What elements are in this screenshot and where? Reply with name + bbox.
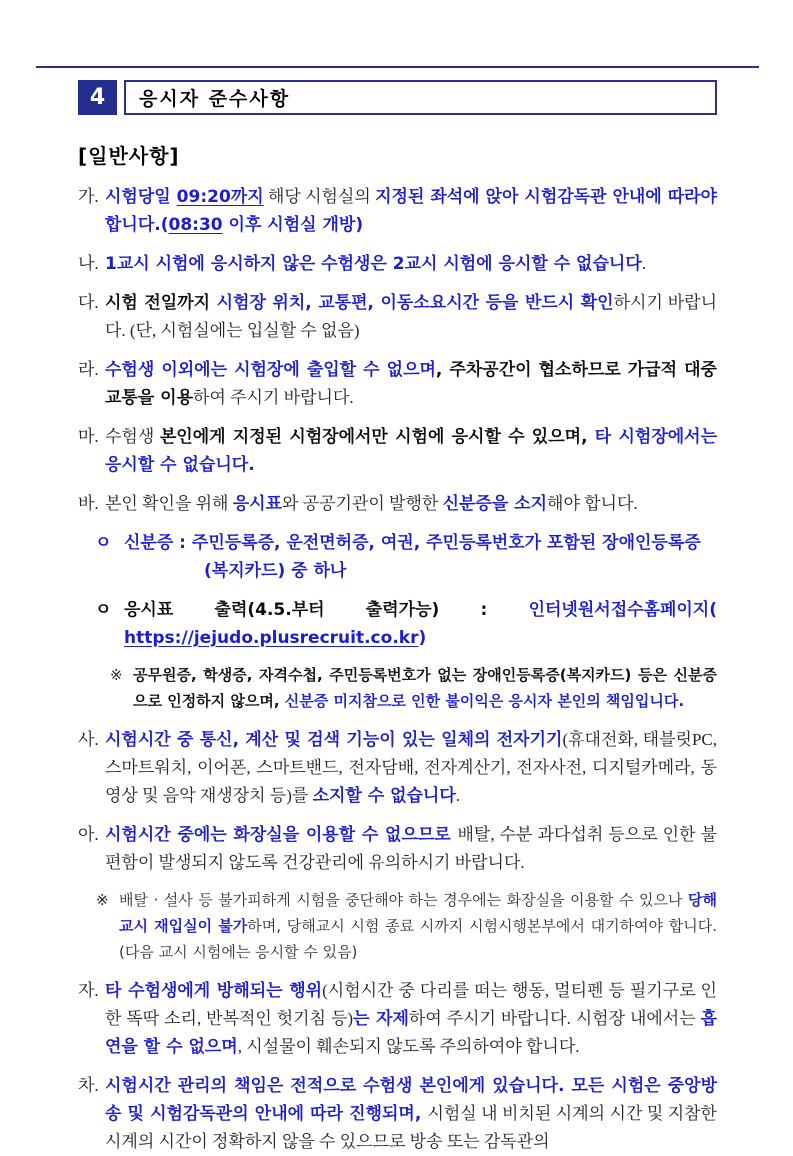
- text-segment: 하시기 바랍니다. (단, 시험실에는 입실할 수 없음): [105, 293, 717, 340]
- text-segment: 하여 주시기 바랍니다. 시험장 내에서는: [408, 1009, 701, 1028]
- rule-ga: [78, 183, 717, 239]
- item-text: [105, 821, 717, 877]
- item-text: [105, 423, 717, 479]
- text-segment: 신분증 미지참으로 인한 불이익은 응시자 본인의 책임입니다.: [284, 692, 685, 710]
- text-segment: 수험생: [105, 427, 160, 446]
- item-text: [105, 356, 717, 412]
- text-segment: 본인에게 지정된 시험장에서만 시험에 응시할 수 있으며,: [159, 427, 595, 447]
- text-segment: 공무원증, 학생증, 자격수첩, 주민등록번호가 없는 장애인등록증(복지카드) 등은 신분증으로 인정하지 않으며,: [133, 666, 717, 710]
- reference-mark: ※: [96, 891, 109, 909]
- item-text: [105, 726, 717, 810]
- text-segment: (복지카드) 중 하나: [204, 561, 347, 581]
- text-segment: 하며, 당해교시 시험 종료 시까지 시험시행본부에서 대기하여야 합니다.(다음 교시 시험에는 응시할 수 있음): [119, 917, 717, 961]
- circle-bullet-marker: ㅇ: [95, 533, 112, 553]
- top-divider: [36, 66, 759, 68]
- text-segment: 08:30: [168, 215, 223, 235]
- text-segment: 시험장 위치, 교통편, 이동소요시간 등을 반드시 확인: [216, 293, 614, 313]
- item-text: [124, 529, 717, 585]
- rule-ma: [78, 423, 717, 479]
- text-segment: 신분증을 소지: [442, 494, 548, 514]
- item-label: 바.: [78, 494, 99, 513]
- item-text: [105, 250, 717, 278]
- section-title-box: [124, 80, 717, 115]
- item-label: 차.: [78, 1076, 99, 1095]
- text-segment: 응시표 출력(4.5.부터 출력가능) :: [124, 600, 529, 620]
- text-segment: .: [641, 254, 646, 273]
- section-number: 4: [89, 85, 106, 110]
- homepage-url[interactable]: https://jejudo.plusrecruit.co.kr: [124, 628, 419, 648]
- text-segment: 타 시험장에서는 응시할 수 없습니다.: [105, 427, 718, 475]
- item-text: [105, 183, 717, 239]
- text-segment: 09:20까지: [176, 187, 264, 207]
- id-card-bullet: [78, 529, 717, 585]
- text-segment: 시험시간 중에는 화장실을 이용할 수 없으므로: [105, 825, 458, 845]
- rule-a: [78, 821, 717, 877]
- text-segment: 해당 시험실의: [263, 187, 376, 206]
- reference-mark: ※: [110, 666, 123, 684]
- item-label: 아.: [78, 825, 99, 844]
- rule-cha: [78, 1072, 717, 1156]
- section-header: [78, 80, 717, 115]
- text-segment: 소지할 수 없습니다: [312, 786, 456, 806]
- item-label: 라.: [78, 360, 99, 379]
- text-segment: .: [455, 786, 461, 805]
- general-rules-heading: [일반사항]: [78, 144, 180, 168]
- text-segment: 타 수험생에게 방해되는 행위: [105, 981, 323, 1001]
- header-gap: [117, 80, 124, 115]
- item-text: [133, 663, 717, 715]
- item-text: [105, 289, 717, 345]
- text-segment: 신분증 : 주민등록증, 운전면허증, 여권, 주민등록번호가 포함된 장애인등록증: [124, 533, 701, 553]
- text-segment: ,: [435, 360, 450, 380]
- rules-list: [78, 183, 717, 1156]
- text-segment: 본인 확인을 위해: [105, 494, 233, 513]
- item-text: [105, 1072, 717, 1156]
- rule-ja: [78, 977, 717, 1061]
- section-number-badge: [78, 80, 117, 115]
- text-segment: 지정된 좌석에 앉아 시험감독관 안내에 따라야 합니다.(: [105, 187, 717, 235]
- item-label: 가.: [78, 187, 99, 206]
- rule-na: [78, 250, 717, 278]
- item-text: [124, 596, 717, 652]
- text-segment: 시험시간 관리의 책임은 전적으로 수험생 본인에게 있습니다. 모든 시험은 중앙방송 및 시험감독관의 안내에 따라 진행되며,: [105, 1076, 717, 1124]
- text-segment: 수험생 이외에는 시험장에 출입할 수 없으며: [105, 360, 436, 380]
- restroom-note: [78, 888, 717, 966]
- rule-sa: [78, 726, 717, 810]
- item-label: 사.: [78, 730, 99, 749]
- item-text: [105, 977, 717, 1061]
- text-segment: 시험 전일까지: [105, 293, 217, 313]
- text-segment: 당해교시 재입실이 불가: [119, 891, 717, 935]
- section-title: 응시자 준수사항: [139, 88, 291, 110]
- id-card-note: [78, 663, 717, 715]
- text-segment: 1교시 시험에 응시하지 않은 수험생은 2교시 시험에 응시할 수 없습니다: [105, 254, 642, 274]
- text-segment: 응시표: [232, 494, 282, 514]
- text-segment: (휴대전화, 태블릿PC, 스마트워치, 이어폰, 스마트밴드, 전자담배, 전자계산기, 전자사전, 디지털카메라, 동영상 및 음악 재생장치 등)를: [105, 730, 717, 805]
- item-label: 자.: [78, 981, 99, 1000]
- item-text: [105, 490, 717, 518]
- rule-da: [78, 289, 717, 345]
- ticket-print-bullet: [78, 596, 717, 652]
- rule-ba: [78, 490, 717, 518]
- rule-ra: [78, 356, 717, 412]
- text-segment: 는 자제: [353, 1009, 409, 1029]
- item-text: [119, 888, 717, 966]
- text-segment: 하여 주시기 바랍니다.: [193, 388, 354, 407]
- text-segment: 시험시간 중 통신, 계산 및 검색 기능이 있는 일체의 전자기기: [105, 730, 563, 750]
- text-segment: , 시설물이 훼손되지 않도록 주의하여야 합니다.: [237, 1037, 580, 1056]
- item-label: 나.: [78, 254, 99, 273]
- text-segment: 인터넷원서접수홈페이지(: [528, 600, 717, 620]
- text-segment: 배탈 · 설사 등 불가피하게 시험을 중단해야 하는 경우에는 화장실을 이용할 수 있으나: [119, 891, 689, 909]
- text-segment: 주차공간이 협소하므로 가급적 대중교통을 이용: [105, 360, 717, 408]
- text-segment: ): [418, 628, 427, 648]
- text-segment: 이후 시험실 개방): [222, 215, 364, 235]
- text-segment: 배탈, 수분 과다섭취 등으로 인한 불편함이 발생되지 않도록 건강관리에 유의하시기 바랍니다.: [105, 825, 717, 872]
- text-segment: 시험당일: [105, 187, 177, 207]
- line-indent-spacer: [124, 575, 204, 576]
- text-segment: 와 공공기관이 발행한: [282, 494, 443, 513]
- item-label: 다.: [78, 293, 99, 312]
- text-segment: (시험시간 중 다리를 떠는 행동, 멀티펜 등 필기구로 인한 똑딱 소리, 반복적인 헛기침 등): [105, 981, 717, 1028]
- text-segment: 흡연을 할 수 없으며: [105, 1009, 717, 1057]
- circle-bullet-marker: ㅇ: [95, 600, 112, 620]
- item-label: 마.: [78, 427, 99, 446]
- text-segment: 시험실 내 비치된 시계의 시간 및 지참한 시계의 시간이 정확하지 않을 수 있으므로 방송 또는 감독관의: [105, 1104, 717, 1151]
- text-segment: 해야 합니다.: [547, 494, 638, 513]
